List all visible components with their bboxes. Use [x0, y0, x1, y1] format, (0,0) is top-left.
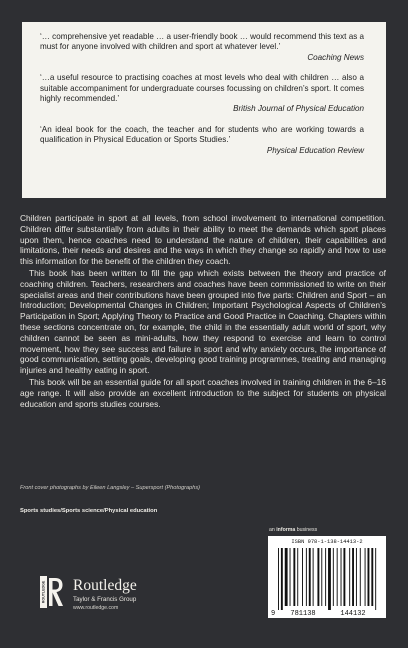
barcode-digits-right: 144132 — [340, 610, 366, 618]
barcode-bar — [290, 548, 291, 606]
barcode-bar — [325, 548, 326, 606]
review-quote: ‘…a useful resource to practising coaches at most levels who deal with children … also a suitable accompaniment for undergraduate courses focussing on children’s sport. It comes highly recommended.’ — [40, 73, 364, 104]
isbn-label: ISBN 978-1-138-14413-2 — [291, 539, 363, 545]
reviews-panel — [22, 22, 386, 198]
subject-category: Sports studies/Sports science/Physical education — [20, 508, 158, 514]
barcode-bar — [360, 548, 361, 606]
barcode-bar — [285, 548, 288, 606]
barcode-bar — [293, 548, 295, 606]
barcode-bar — [306, 548, 307, 606]
review-3 — [40, 125, 364, 156]
review-2 — [40, 73, 364, 115]
description-paragraph: This book has been written to fill the gap which exists between the theory and practice of coaching children. Teachers, researchers and coaches have been commissioned to write on their specialist areas and their contributions have been grouped into five parts: Children and Sport – an Introduction; Developmental Changes in Children; Important Psychological Aspects of Children’s Participation in Sport; Applying Theory to Practice and Good Practice in Coaching. Chapters within these sections concentrate on, for example, the child in the essentially adult world of sport, why children cannot be seen as mini-adults, how they respond to exercise and learn to control movement, how they see success and failure in sport and why anxiety occurs, the importance of good communication, setting goals, developing good training programmes, treating and managing injuries and healthy eating in sport. — [20, 267, 386, 376]
description-paragraph: Children participate in sport at all levels, from school involvement to international competition. Children differ substantially from adults in their ability to meet the demands which sport places upon them, hence coaches need to understand the nature of children, their capabilities and limitations, their needs and desires and the ways in which they change so rapidly and how to use this information for the benefit of the children they coach. — [20, 213, 386, 267]
review-quote: ‘… comprehensive yet readable … a user-friendly book … would recommend this text as a must for anyone involved with children and sport at whatever level.’ — [40, 32, 364, 52]
barcode-bar — [349, 548, 350, 606]
publisher-group: Taylor & Francis Group — [73, 596, 137, 603]
publisher-logo — [40, 574, 180, 614]
barcode-bar — [371, 548, 373, 606]
barcode-bar — [356, 548, 357, 606]
barcode-bar — [352, 548, 354, 606]
publisher-name: Routledge — [73, 577, 137, 594]
barcode-bar — [321, 548, 322, 606]
informa-brand: informa — [276, 527, 296, 533]
photo-credit: Front cover photographs by Eileen Langsley – Supersport (Photographs) — [20, 485, 201, 491]
publisher-website: www.routledge.com — [73, 605, 119, 611]
barcode-bar — [302, 548, 303, 606]
barcode-digits-left: 781138 — [290, 610, 316, 618]
barcode-bar — [297, 548, 298, 606]
barcode-bar — [309, 548, 311, 606]
barcode-bar — [375, 548, 376, 610]
review-source: British Journal of Physical Education — [233, 104, 364, 114]
routledge-logo-icon — [40, 576, 64, 608]
isbn-barcode — [268, 536, 386, 618]
barcode-graphic — [268, 536, 386, 618]
review-source: Coaching News — [307, 52, 364, 62]
review-quote: ‘An ideal book for the coach, the teacher and for students who are working towards a qualification in Physical Education or Sports Studies.’ — [40, 124, 364, 145]
informa-imprint: an informa business — [269, 527, 318, 533]
barcode-bar — [313, 548, 314, 606]
barcode-bar — [365, 548, 366, 606]
review-source: Physical Education Review — [266, 145, 364, 155]
barcode-bar — [343, 548, 345, 606]
barcode-bar — [368, 548, 370, 606]
barcode-bar — [337, 548, 338, 606]
barcode-bar — [317, 548, 319, 606]
review-1 — [40, 32, 364, 63]
book-description — [20, 213, 386, 410]
barcode-bar — [328, 548, 331, 610]
barcode-bar — [281, 548, 283, 610]
barcode-digit-prefix: 9 — [271, 610, 276, 618]
barcode-bar — [278, 548, 279, 610]
description-paragraph: This book will be an essential guide for all sport coaches involved in training children in the 6–16 age range. It will also provide an excellent introduction to the subject for students on physical education and sports studies courses. — [20, 376, 386, 409]
barcode-bar — [333, 548, 334, 606]
barcode-bar — [341, 548, 342, 606]
svg-text:ROUTLEDGE: ROUTLEDGE — [41, 580, 46, 604]
